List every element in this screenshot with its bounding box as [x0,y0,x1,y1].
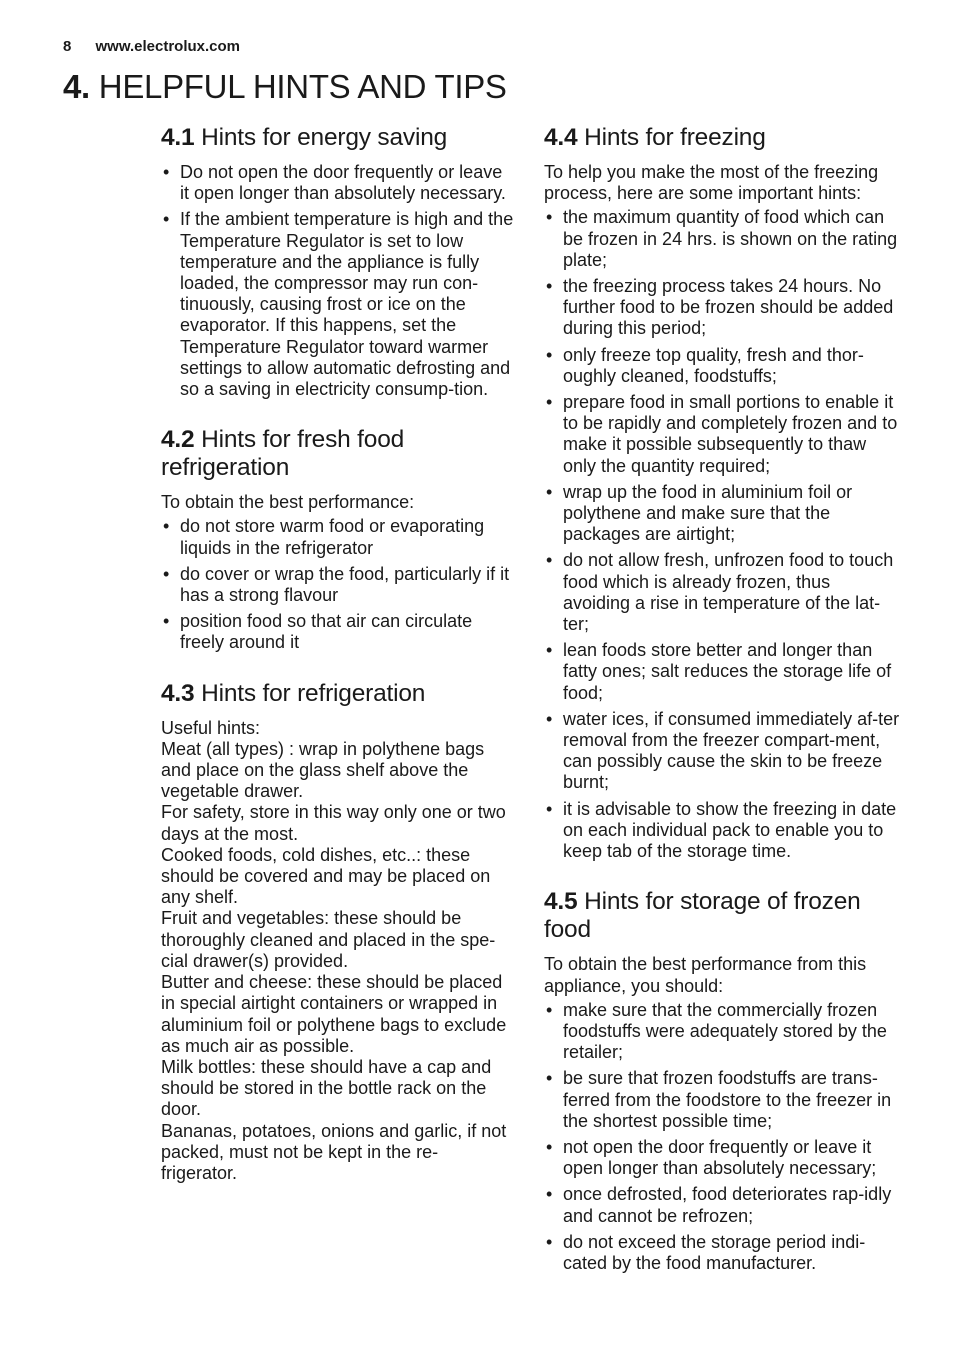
list-item: • position food so that air can circulate freely around it [161,611,514,653]
section-title: Hints for storage of frozen food [544,888,861,944]
list-item: • it is advisable to show the freezing in date on each individual pack to enable you to keep tab of the storage time. [544,799,900,863]
page-number: 8 [63,38,72,55]
chapter-title: HELPFUL HINTS AND TIPS [98,68,507,105]
list-item: • If the ambient temperature is high and the Temperature Regulator is set to low temperature and the appliance is fully loaded, the compressor may run con-tinuously, causing frost or ice on the evaporator. If this happens, set the Temperature Regulator toward warmer settings to allow automatic defrosting and so a saving in electricity consump-tion. [161,209,514,400]
bullet-list [161,516,514,653]
left-column [161,124,514,1208]
paragraph: Fruit and vegetables: these should be thoroughly cleaned and placed in the spe-cial drawer(s) provided. [161,908,496,971]
section-freezing [544,124,900,862]
section-intro: To obtain the best performance from this appliance, you should: [544,954,867,996]
list-item: • not open the door frequently or leave it open longer than absolutely necessary; [544,1137,900,1179]
section-heading [544,888,900,944]
list-item: • do cover or wrap the food, particularly if it has a strong flavour [161,564,514,606]
section-heading [161,426,514,482]
paragraph: Butter and cheese: these should be placed in special airtight containers or wrapped in aluminium foil or polythene bags to exclude as much air as possible. [161,972,507,1056]
paragraph: Meat (all types) : wrap in polythene bags and place on the glass shelf above the vegetable drawer. [161,738,485,802]
section-number: 4.2 [161,426,195,454]
section-title: Hints for energy saving [201,124,448,151]
website-url: www.electrolux.com [95,38,241,55]
section-frozen-storage [544,888,900,1274]
list-item: • water ices, if consumed immediately af-ter removal from the freezer compart-ment, can possibly cause the skin to be freeze burnt; [544,709,900,794]
list-item: • once defrosted, food deteriorates rap-idly and cannot be refrozen; [544,1184,900,1226]
section-number: 4.4 [544,124,578,151]
section-title: Hints for fresh food refrigeration [161,426,405,482]
bullet-list [161,162,514,400]
list-item: • do not store warm food or evaporating liquids in the refrigerator [161,516,514,558]
section-number: 4.5 [544,888,578,916]
section-intro: To obtain the best performance: [161,492,415,513]
bullet-list [544,207,900,862]
paragraph: Milk bottles: these should have a cap and should be stored in the bottle rack on the door. [161,1056,492,1120]
list-item: • Do not open the door frequently or leave it open longer than absolutely necessary. [161,162,514,204]
paragraph: For safety, store in this way only one or two days at the most. [161,802,506,844]
bullet-list [544,1000,900,1274]
list-item: • be sure that frozen foodstuffs are trans-ferred from the foodstore to the freezer in the shortest possible time; [544,1068,900,1132]
section-number: 4.3 [161,679,195,707]
list-item: • wrap up the food in aluminium foil or polythene and make sure that the packages are airtight; [544,482,900,546]
list-item: • lean foods store better and longer than fatty ones; salt reduces the storage life of food; [544,640,900,704]
page-title [63,68,507,106]
list-item: • do not allow fresh, unfrozen food to touch food which is already frozen, thus avoiding a rise in temperature of the lat-ter; [544,550,900,635]
list-item: • only freeze top quality, fresh and thor-oughly cleaned, foodstuffs; [544,345,900,387]
section-refrigeration [161,680,514,1184]
list-item: • prepare food in small portions to enable it to be rapidly and completely frozen and to make it possible subsequently to thaw only the quantity required; [544,392,900,477]
section-title: Hints for refrigeration [201,679,426,707]
page-header [63,38,240,55]
list-item: • the freezing process takes 24 hours. No further food to be frozen should be added during this period; [544,276,900,340]
section-intro: To help you make the most of the freezing process, here are some important hints: [544,162,879,204]
section-title: Hints for freezing [584,124,766,151]
list-item: • make sure that the commercially frozen foodstuffs were adequately stored by the retailer; [544,1000,900,1064]
section-heading [161,124,514,152]
paragraph: Useful hints: [161,717,261,738]
section-number: 4.1 [161,124,195,151]
paragraph: Cooked foods, cold dishes, etc..: these should be covered and may be placed on any shelf. [161,844,491,908]
paragraph: Bananas, potatoes, onions and garlic, if not packed, must not be kept in the re-frigerator. [161,1120,507,1183]
list-item: • do not exceed the storage period indi-cated by the food manufacturer. [544,1232,900,1274]
list-item: • the maximum quantity of food which can be frozen in 24 hrs. is shown on the rating plate; [544,207,900,271]
section-fresh-food [161,426,514,653]
chapter-number: 4. [63,68,90,105]
section-energy-saving [161,124,514,400]
right-column [544,124,900,1298]
section-heading [161,680,514,708]
section-heading [544,124,900,152]
